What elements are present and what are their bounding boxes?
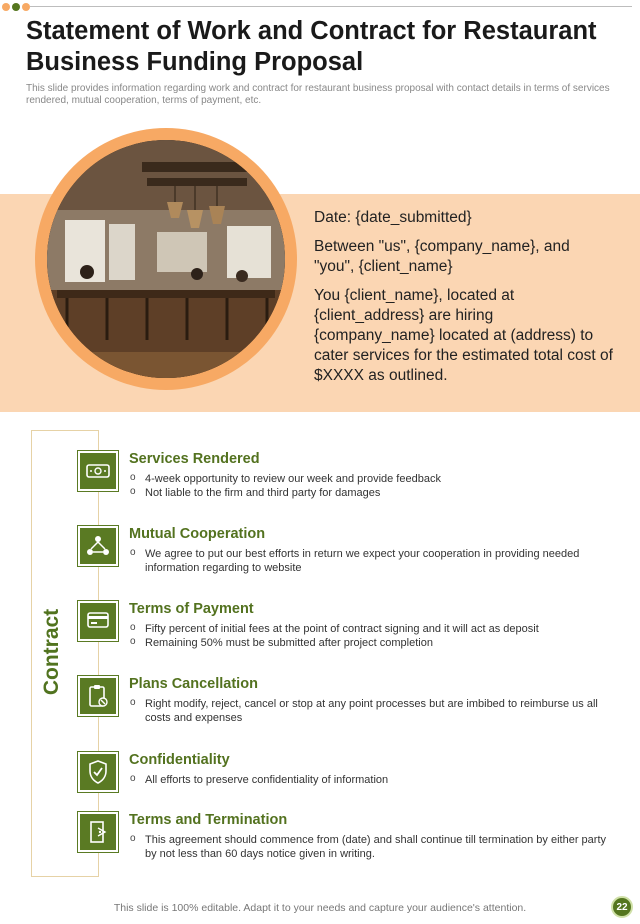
page-subtitle: This slide provides information regarding work and contract for restaurant business proposal with contact details in terms of services rendered, mutual cooperation, terms of payment, etc.	[26, 83, 610, 106]
payment-icon	[78, 601, 118, 641]
list-item: o Fifty percent of initial fees at the point of contract signing and it will act as deposit	[129, 622, 619, 636]
network-icon	[78, 526, 118, 566]
contract-connector-line	[98, 430, 99, 877]
date-line: Date: {date_submitted}	[314, 209, 472, 226]
list-item: o 4-week opportunity to review our week and provide feedback	[129, 472, 619, 486]
restaurant-interior-illustration	[47, 140, 285, 378]
list-item: o Remaining 50% must be submitted after project completion	[129, 636, 619, 650]
restaurant-photo	[47, 140, 285, 378]
cash-icon	[78, 451, 118, 491]
decor-dot	[12, 3, 20, 11]
list-item: o Not liable to the firm and third party for damages	[129, 486, 619, 500]
intro-text	[314, 208, 614, 395]
list-item: o We agree to put our best efforts in return we expect your cooperation in providing needed information regarding to website	[129, 547, 619, 575]
section-items	[129, 472, 619, 500]
list-item: o Right modify, reject, cancel or stop at any point processes but are imbibed to reimburse us all costs and expenses	[129, 697, 619, 725]
section-title: Services Rendered	[129, 451, 260, 467]
top-divider	[30, 6, 632, 7]
section-title: Terms and Termination	[129, 812, 288, 828]
shield-check-icon	[78, 752, 118, 792]
section-items	[129, 773, 619, 787]
section-items	[129, 547, 619, 575]
engagement-line: You {client_name}, located at {client_address} are hiring {company_name} located at (address) to cater services for the estimated total cost of $XXXX as outlined.	[314, 287, 613, 384]
exit-door-icon	[78, 812, 118, 852]
list-item: o All efforts to preserve confidentiality of information	[129, 773, 619, 787]
section-items	[129, 833, 619, 861]
footer-note: This slide is 100% editable. Adapt it to your needs and capture your audience's attention.	[113, 902, 527, 914]
decor-dot	[22, 3, 30, 11]
section-title: Terms of Payment	[129, 601, 254, 617]
decor-dots	[2, 3, 30, 11]
list-item: o This agreement should commence from (date) and shall continue till termination by either party by not less than 60 days notice given in writing.	[129, 833, 619, 861]
section-title: Plans Cancellation	[129, 676, 258, 692]
parties-line: Between "us", {company_name}, and "you", {client_name}	[314, 238, 570, 275]
section-title: Mutual Cooperation	[129, 526, 266, 542]
section-items	[129, 697, 619, 725]
page-number-badge: 22	[611, 896, 633, 918]
page-title: Statement of Work and Contract for Restaurant Business Funding Proposal	[26, 17, 597, 76]
section-items	[129, 622, 619, 650]
section-title: Confidentiality	[129, 752, 230, 768]
clipboard-cancel-icon	[78, 676, 118, 716]
decor-dot	[2, 3, 10, 11]
contract-label: Contract	[40, 608, 63, 696]
